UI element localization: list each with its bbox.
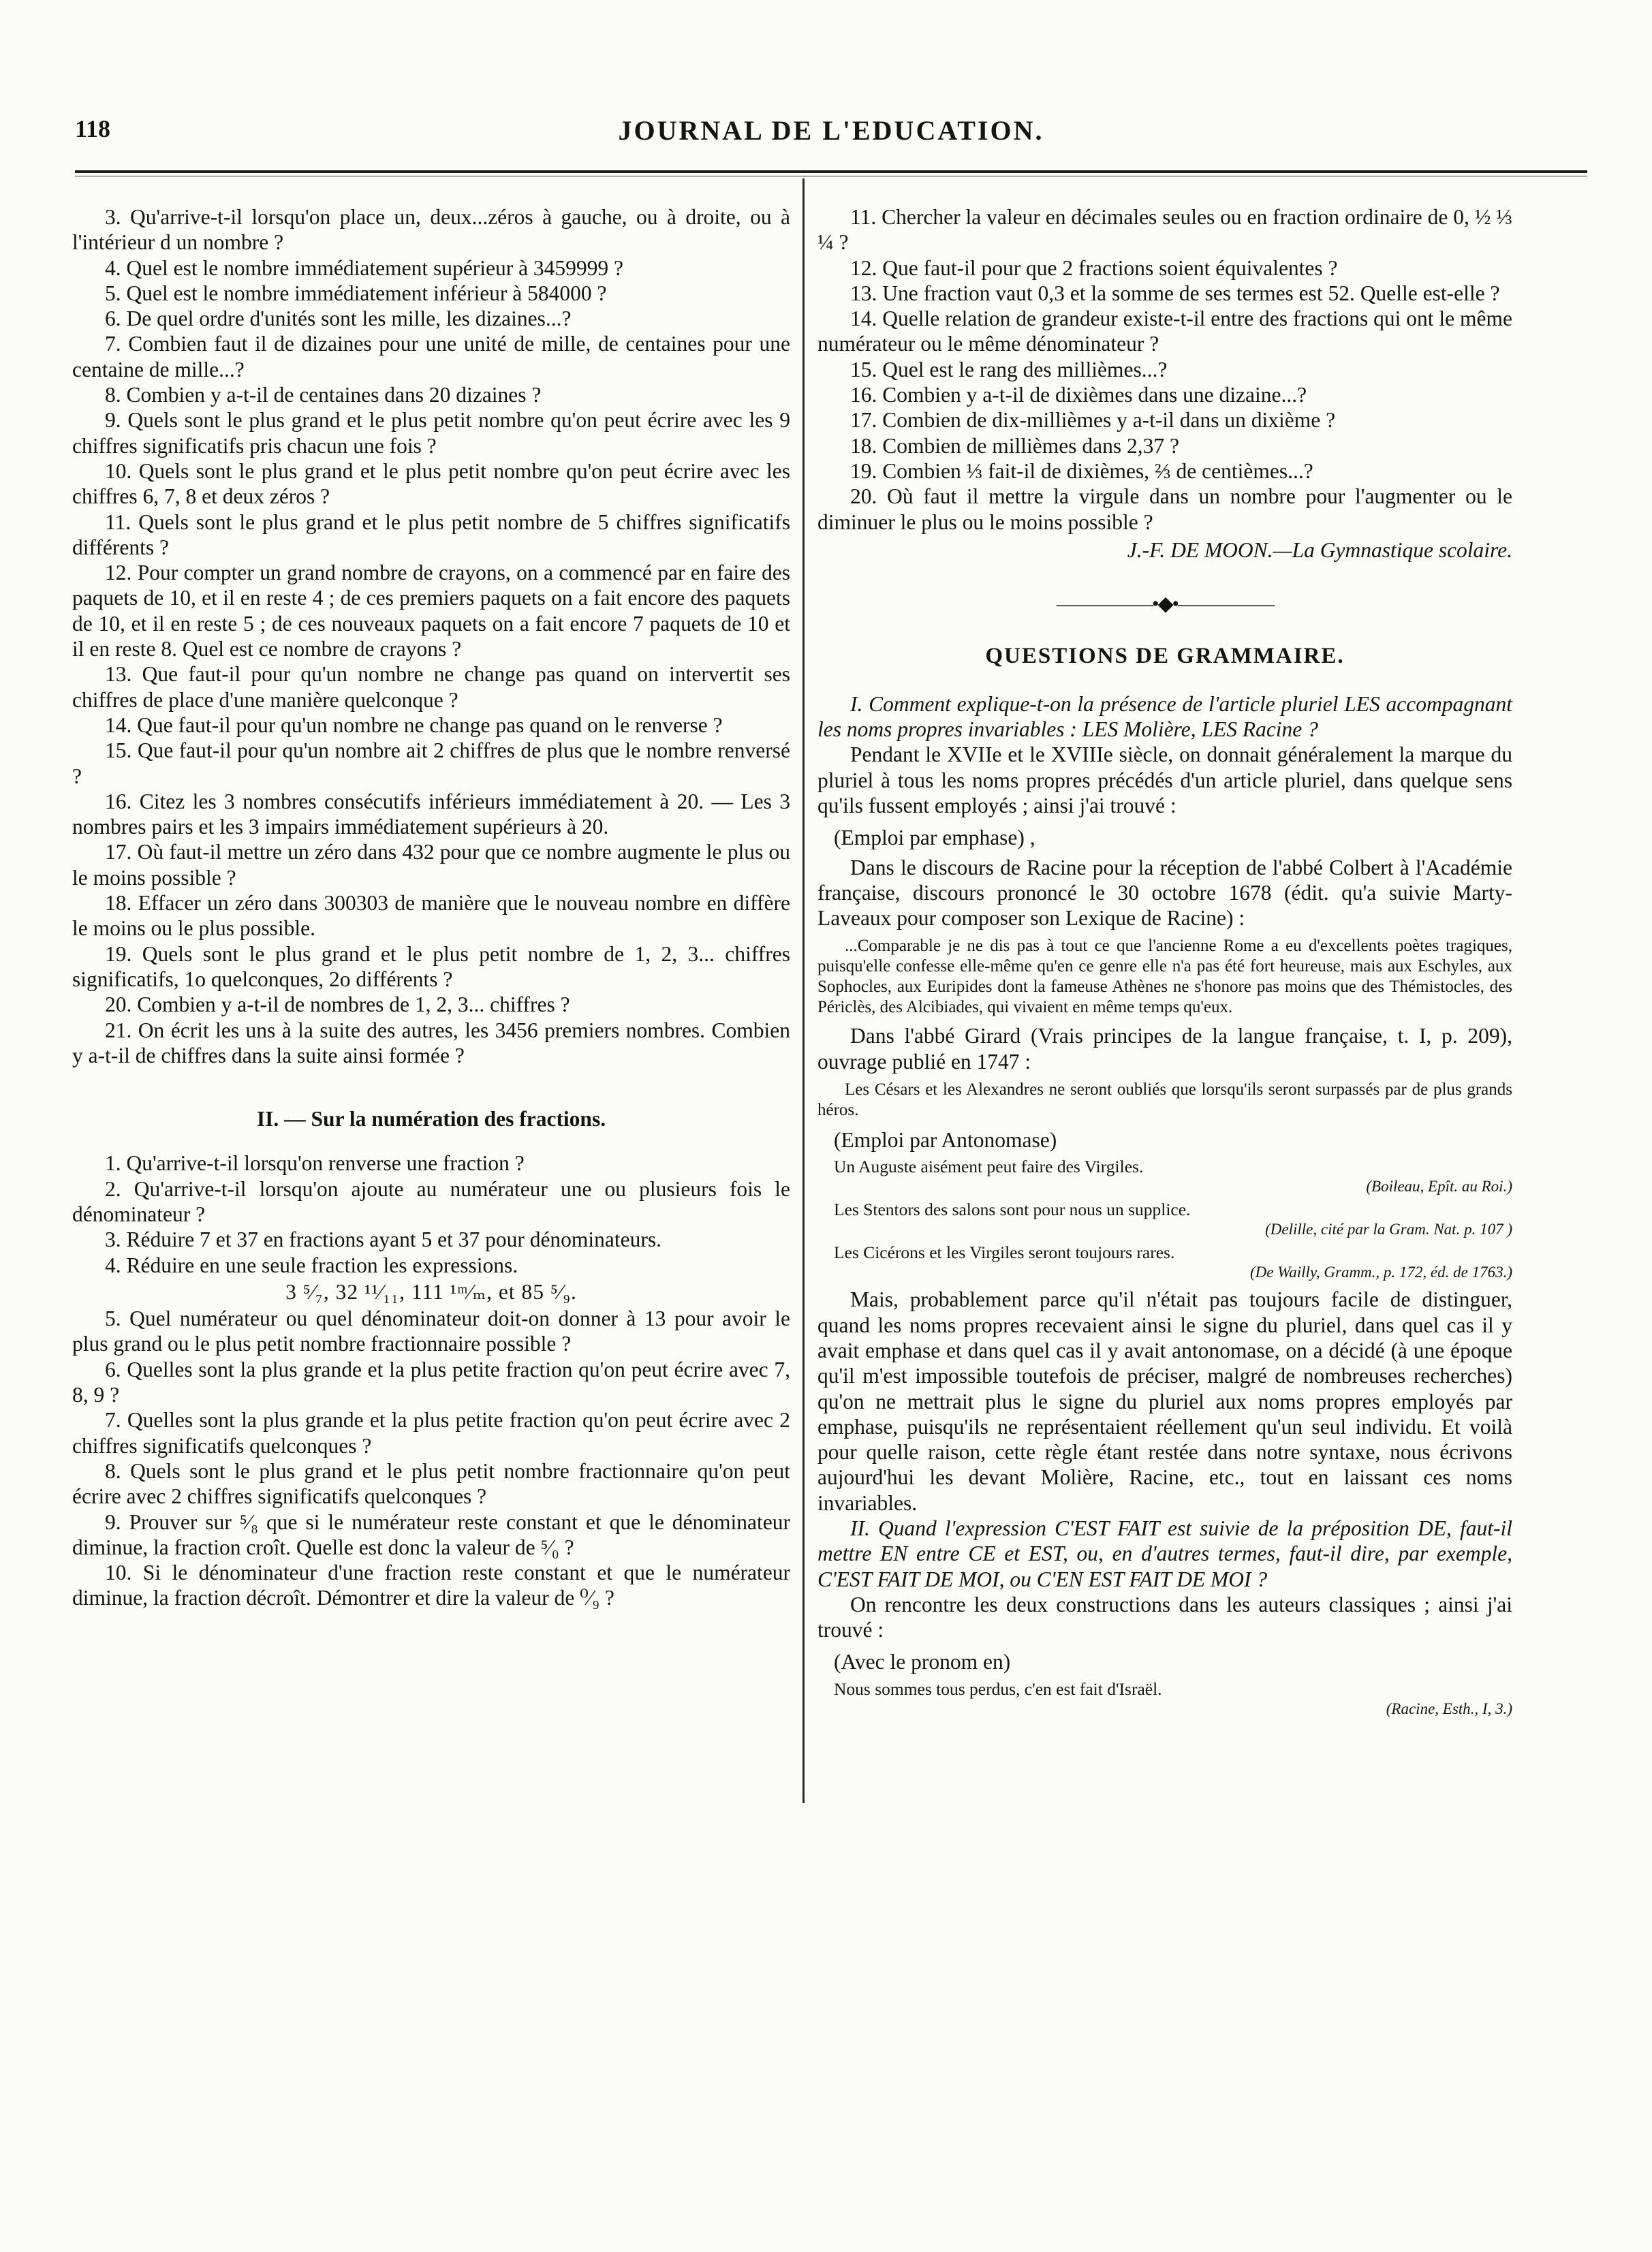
quote-racine: ...Comparable je ne dis pas à tout ce que l'ancienne Rome a eu d'excellents poètes tragiques, puisqu'elle confesse elle-même qu'en ce genre elle n'a pas été fort heureuse, mais aux Eschyles, aux Sophocles, aux Euripides dont la fameuse Athènes ne s'honore pas moins que des Thémistocles, des Périclès, des Alcibiades, qui vivaient en même temps qu'eux. xyxy=(817,937,1512,1017)
question-item: 17. Où faut-il mettre un zéro dans 432 pour que ce nombre augmente le plus ou le moins possible ? xyxy=(72,840,790,890)
question-item: 1. Qu'arrive-t-il lorsqu'on renverse une fraction ? xyxy=(105,1151,525,1176)
label-emphase: (Emploi par emphase) , xyxy=(834,826,1035,850)
question-item: 15. Que faut-il pour qu'un nombre ait 2 chiffres de plus que le nombre renversé ? xyxy=(72,738,790,788)
grammar-paragraph-1: Pendant le XVIIe et le XVIIIe siècle, on donnait généralement la marque du pluriel à tous les noms propres précédés d'un article pluriel, dans quelque sens qu'ils fussent employés ; ainsi j'ai trouvé : xyxy=(817,742,1512,817)
attribution: J.-F. DE MOON.—La Gymnastique scolaire. xyxy=(1127,537,1512,562)
example-1-source: (Boileau, Epît. au Roi.) xyxy=(1366,1178,1512,1195)
quote-girard: Les Césars et les Alexandres ne seront oubliés que lorsqu'ils seront surpassés par de plus grands héros. xyxy=(817,1080,1512,1120)
question-item: 11. Chercher la valeur en décimales seules ou en fraction ordinaire de 0, ½ ⅓ ¼ ? xyxy=(817,205,1512,255)
fractions-section-title: II. — Sur la numération des fractions. xyxy=(256,1107,606,1131)
example-1: Un Auguste aisément peut faire des Virgiles. xyxy=(834,1157,1144,1177)
example-3: Les Cicérons et les Virgiles seront toujours rares. xyxy=(834,1242,1175,1263)
question-item: 17. Combien de dix-millièmes y a-t-il dans un dixième ? xyxy=(850,408,1336,433)
right-column xyxy=(817,204,1512,1718)
question-item: 2. Qu'arrive-t-il lorsqu'on ajoute au numérateur une ou plusieurs fois le dénominateur ? xyxy=(72,1176,790,1226)
question-item: 15. Quel est le rang des millièmes...? xyxy=(850,357,1168,381)
example-3-source: (De Wailly, Gramm., p. 172, éd. de 1763.) xyxy=(1250,1264,1512,1281)
page-number: 118 xyxy=(75,115,111,142)
question-item: 16. Combien y a-t-il de dixièmes dans une dizaine...? xyxy=(850,383,1307,407)
question-item: 13. Que faut-il pour qu'un nombre ne change pas quand on intervertit ses chiffres de place d'une manière quelconque ? xyxy=(72,662,790,712)
left-column xyxy=(72,204,790,1611)
label-antonomase: (Emploi par Antonomase) xyxy=(834,1128,1057,1153)
question-item: 19. Quels sont le plus grand et le plus petit nombre de 1, 2, 3... chiffres significatifs, 1o quelconques, 2o différents ? xyxy=(72,941,790,991)
fraction-questions-cont xyxy=(817,204,1512,535)
question-item: 7. Combien faut il de dizaines pour une unité de mille, de centaines pour une centaine de mille...? xyxy=(72,332,790,381)
question-item: 12. Pour compter un grand nombre de crayons, on a commencé par en faire des paquets de 10, et il en reste 4 ; de ces premiers paquets on a fait encore des paquets de 10, et il en reste 5 ; de ces nouveaux paquets on a fait encore 7 paquets de 10 et il en reste 8. Quel est ce nombre de crayons ? xyxy=(72,561,790,661)
question-item: 8. Combien y a-t-il de centaines dans 20 dizaines ? xyxy=(105,383,542,407)
question-item: 11. Quels sont le plus grand et le plus petit nombre de 5 chiffres significatifs différents ? xyxy=(72,510,790,559)
example-4-source: (Racine, Esth., I, 3.) xyxy=(1386,1700,1512,1717)
grammar-paragraph-4: Mais, probablement parce qu'il n'était pas toujours facile de distinguer, quand les noms propres recevaient ainsi le signe du pluriel, dans quel cas il y avait emphase et dans quel cas il y avait antonomase, on a décidé (à une époque qu'il m'est impossible toutefois de préciser, malgré de nombreuses recherches) qu'on ne mettrait plus le signe du pluriel aux noms propres employés par emphase, puisqu'ils ne représentaient réellement qu'un seul individu. Et voilà pour quelle raison, cette règle étant restée dans notre syntaxe, nous écrivons aujourd'hui les devant Molière, Racine, etc., tout en laissant ces noms invariables. xyxy=(817,1287,1512,1515)
example-2: Les Stentors des salons sont pour nous un supplice. xyxy=(834,1200,1191,1220)
question-item: 5. Quel numérateur ou quel dénominateur doit-on donner à 13 pour avoir le plus grand ou le plus petit nombre fractionnaire possible ? xyxy=(72,1307,790,1356)
question-item: 14. Quelle relation de grandeur existe-t-il entre des fractions qui ont le même numérateur ou le même dénominateur ? xyxy=(817,307,1512,356)
grammar-question-1: I. Comment explique-t-on la présence de l'article pluriel LES accompagnant les noms propres invariables : LES Molière, LES Racine ? xyxy=(817,691,1512,742)
column-divider xyxy=(802,178,805,1803)
question-item: 6. De quel ordre d'unités sont les mille, les dizaines...? xyxy=(105,307,572,331)
question-item: 20. Combien y a-t-il de nombres de 1, 2, 3... chiffres ? xyxy=(105,992,570,1017)
question-item: 3. Qu'arrive-t-il lorsqu'on place un, deux...zéros à gauche, ou à droite, ou à l'intérieur d un nombre ? xyxy=(72,205,790,255)
integer-questions xyxy=(72,204,790,1068)
fraction-questions-a xyxy=(72,1151,790,1277)
grammar-paragraph-2: Dans le discours de Racine pour la réception de l'abbé Colbert à l'Académie française, discours prononcé le 30 octobre 1678 (édit. qu'a suivie Marty-Laveaux pour composer son Lexique de Racine) : xyxy=(817,855,1512,930)
question-item: 4. Réduire en une seule fraction les expressions. xyxy=(105,1253,518,1277)
question-item: 16. Citez les 3 nombres consécutifs inférieurs immédiatement à 20. — Les 3 nombres pairs et les 3 impairs immédiatement supérieurs à 20. xyxy=(72,789,790,839)
question-item: 10. Si le dénominateur d'une fraction reste constant et que le numérateur diminue, la fraction décroît. Démontrer et dire la valeur de ⁰⁄₉ ? xyxy=(72,1561,790,1610)
question-item: 4. Quel est le nombre immédiatement supérieur à 3459999 ? xyxy=(105,255,624,280)
question-item: 18. Effacer un zéro dans 300303 de manière que le nouveau nombre en diffère le moins ou le plus possible. xyxy=(72,891,790,941)
question-item: 5. Quel est le nombre immédiatement inférieur à 584000 ? xyxy=(105,281,607,305)
question-item: 21. On écrit les uns à la suite des autres, les 3456 premiers nombres. Combien y a-t-il de chiffres dans la suite ainsi formée ? xyxy=(72,1018,790,1067)
question-item: 3. Réduire 7 et 37 en fractions ayant 5 et 37 pour dénominateurs. xyxy=(105,1227,662,1252)
label-pronom: (Avec le pronom en) xyxy=(834,1650,1011,1674)
grammar-question-2: II. Quand l'expression C'EST FAIT est suivie de la préposition DE, faut-il mettre EN entre CE et EST, ou, en d'autres termes, faut-il dire, par exemple, C'EST FAIT DE MOI, ou C'EN EST FAIT DE MOI ? xyxy=(817,1516,1512,1591)
grammar-paragraph-3: Dans l'abbé Girard (Vrais principes de la langue française, t. I, p. 209), ouvrage publié en 1747 : xyxy=(817,1024,1512,1074)
fraction-expressions: 3 ⁵⁄₇, 32 ¹¹⁄₁₁, 111 ¹ᵐ⁄ₘ, et 85 ⁵⁄₉. xyxy=(285,1279,577,1304)
page-header xyxy=(75,114,1587,162)
fraction-questions-b xyxy=(72,1306,790,1611)
grammar-section-title: QUESTIONS DE GRAMMAIRE. xyxy=(985,644,1345,669)
question-item: 18. Combien de millièmes dans 2,37 ? xyxy=(850,433,1179,458)
question-item: 14. Que faut-il pour qu'un nombre ne change pas quand on le renverse ? xyxy=(105,713,723,737)
question-item: 7. Quelles sont la plus grande et la plus petite fraction qu'on peut écrire avec 2 chiffres significatifs quelconques ? xyxy=(72,1408,790,1458)
question-item: 20. Où faut il mettre la virgule dans un nombre pour l'augmenter ou le diminuer le plus ou le moins possible ? xyxy=(817,484,1512,534)
journal-title: JOURNAL DE L'EDUCATION. xyxy=(618,115,1044,146)
header-rule xyxy=(75,170,1587,173)
question-item: 9. Prouver sur ⁵⁄₈ que si le numérateur reste constant et que le dénominateur diminue, la fraction croît. Quelle est donc la valeur de ⁵⁄₀ ? xyxy=(72,1510,790,1559)
example-2-source: (Delille, cité par la Gram. Nat. p. 107 ) xyxy=(1265,1221,1512,1238)
example-4: Nous sommes tous perdus, c'en est fait d'Israël. xyxy=(834,1678,1162,1699)
question-item: 19. Combien ⅓ fait-il de dixièmes, ⅔ de centièmes...? xyxy=(850,458,1313,483)
question-item: 13. Une fraction vaut 0,3 et la somme de ses termes est 52. Quelle est-elle ? xyxy=(850,281,1500,305)
question-item: 12. Que faut-il pour que 2 fractions soient équivalentes ? xyxy=(850,255,1338,280)
question-item: 10. Quels sont le plus grand et le plus petit nombre qu'on peut écrire avec les chiffres 6, 7, 8 et deux zéros ? xyxy=(72,458,790,509)
grammar-paragraph-5: On rencontre les deux constructions dans les auteurs classiques ; ainsi j'ai trouvé : xyxy=(817,1592,1512,1642)
question-item: 8. Quels sont le plus grand et le plus petit nombre fractionnaire qu'on peut écrire avec 2 chiffres significatifs quelconques ? xyxy=(72,1458,790,1509)
question-item: 6. Quelles sont la plus grande et la plus petite fraction qu'on peut écrire avec 7, 8, 9 ? xyxy=(72,1357,790,1407)
section-separator: —————•◆•————— xyxy=(1056,593,1274,616)
question-item: 9. Quels sont le plus grand et le plus petit nombre qu'on peut écrire avec les 9 chiffres significatifs pris chacun une fois ? xyxy=(72,408,790,458)
